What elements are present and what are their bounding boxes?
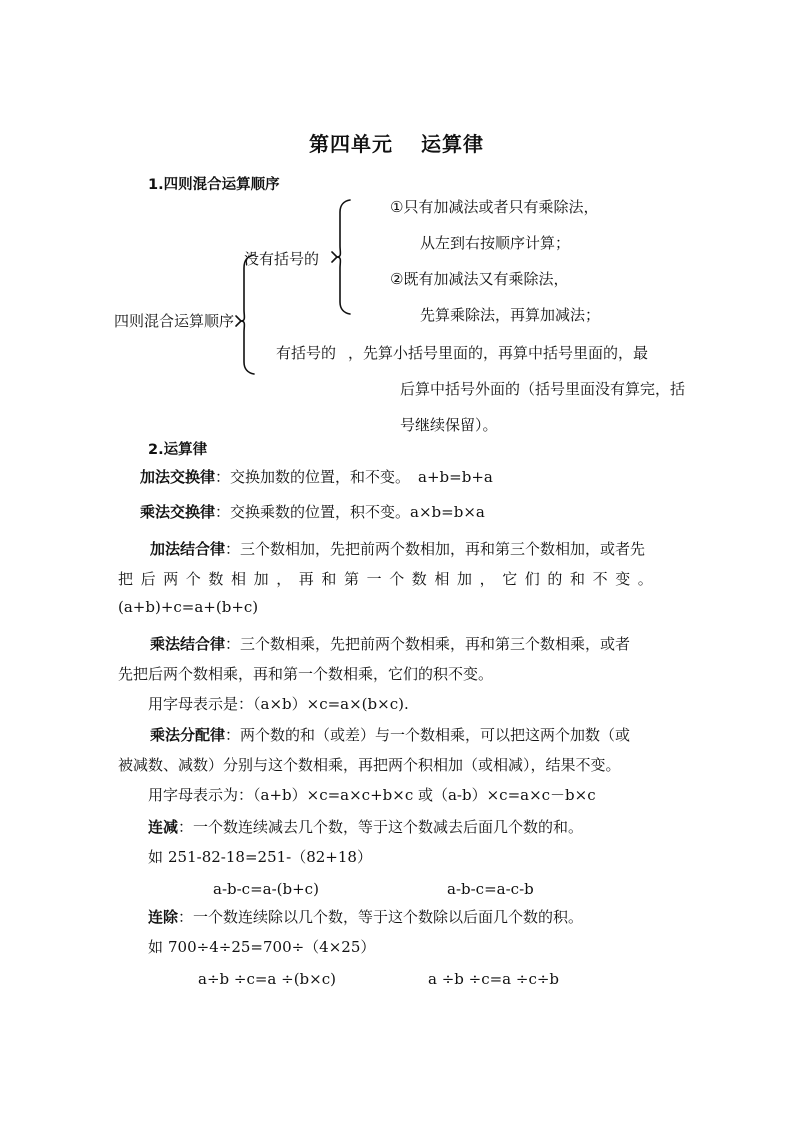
law-continuous-division-text: 一个数连续除以几个数，等于这个数除以后面几个数的积。 [193,908,584,926]
law-add-commutative-formula: a+b=b+a [418,468,493,486]
diagram-branch-no-bracket: 没有括号的 [244,250,320,268]
law-continuous-subtraction-example: 251-82-18=251-（82+18） [168,848,372,866]
law-continuous-subtraction-name: 连减 [148,818,179,836]
law-continuous-division-example-row [148,940,375,955]
law-continuous-subtraction-formula-right: a-b-c=a-c-b [447,880,534,898]
law-continuous-division-formula-left: a÷b ÷c=a ÷(b×c) [198,970,336,988]
law-continuous-subtraction-colon: ： [178,818,194,836]
law-continuous-subtraction-text: 一个数连续减去几个数，等于这个数减去后面几个数的和。 [193,818,584,836]
law-add-commutative-colon: ： [215,468,231,486]
diagram-bracket-line-2: 后算中括号外面的（括号里面没有算完，括 [400,380,686,398]
law-mul-associative-line-1 [150,637,630,652]
law-mul-distributive-line-2: 被减数、减数）分别与这个数相乘，再把两个积相加（或相减），结果不变。 [118,756,621,774]
law-continuous-subtraction [148,820,583,835]
law-add-associative-line-1 [150,542,645,557]
root-brace-lower-arm [241,321,254,374]
law-mul-associative-text-1: 三个数相乘，先把前两个数相乘，再和第三个数相乘，或者 [240,635,631,653]
law-add-associative-text-1: 三个数相加，先把前两个数相加，再和第三个数相加，或者先 [240,540,646,558]
law-mul-distributive-text-1: 两个数的和（或差）与一个数相乘，可以把这两个加数（或 [240,726,631,744]
diagram-item-1-line-2: 从左到右按顺序计算； [420,234,571,252]
law-mul-commutative-colon: ： [215,503,231,521]
law-mul-distributive-line-1 [150,728,630,743]
law-continuous-division [148,910,583,925]
law-mul-distributive-name: 乘法分配律 [150,726,226,744]
diagram-item-2-line-2: 先算乘除法，再算加减法； [420,306,601,324]
law-add-associative-name: 加法结合律 [150,540,226,558]
diagram-item-2-line-1: ②既有加减法又有乘除法， [390,270,569,288]
inner-brace-lower-arm [337,257,350,314]
law-mul-associative-colon: ： [225,635,241,653]
law-mul-associative-line-2: 先把后两个数相乘，再和第一个数相乘，它们的积不变。 [118,665,494,683]
law-continuous-division-example-lead: 如 [148,938,164,956]
law-continuous-division-name: 连除 [148,908,179,926]
inner-brace-upper-arm [337,200,350,257]
law-mul-commutative-text: 交换乘数的位置，积不变。 [230,503,411,521]
law-add-associative-formula: (a+b)+c=a+(b+c) [118,598,259,616]
law-continuous-subtraction-formula-left: a-b-c=a-(b+c) [213,880,319,898]
law-add-commutative-text: 交换加数的位置，和不变。 [230,468,411,486]
page-title-unit: 第四单元 [309,132,393,156]
diagram-item-1-line-1: ①只有加减法或者只有乘除法， [390,198,599,216]
law-continuous-division-formula-right: a ÷b ÷c=a ÷c÷b [428,970,560,988]
law-mul-distributive-formula: （a+b）×c=a×c+b×c 或（a-b）×c=a×c－b×c [253,786,596,804]
diagram-bracket-line-1: ，先算小括号里面的，再算中括号里面的，最 [348,344,649,362]
diagram-bracket-line-3: 号继续保留）。 [400,416,498,434]
law-add-commutative-name: 加法交换律 [140,468,216,486]
law-mul-associative-formula-lead: 用字母表示是： [148,695,254,713]
law-add-associative-colon: ： [225,540,241,558]
law-add-commutative [140,470,493,485]
law-mul-distributive-formula-row [148,788,596,803]
law-continuous-division-colon: ： [178,908,194,926]
law-mul-commutative [140,505,485,520]
law-add-associative-line-2: 把后两个数相加，再和第一个数相加，它们的和不变。 [118,570,661,588]
law-mul-associative-name: 乘法结合律 [150,635,226,653]
page-title [0,128,793,157]
law-continuous-subtraction-example-row [148,850,372,865]
law-mul-commutative-name: 乘法交换律 [140,503,216,521]
diagram-root-label: 四则混合运算顺序 [114,312,235,330]
brace-diagram [110,190,710,434]
law-continuous-division-example: 700÷4÷25=700÷（4×25） [168,938,376,956]
law-mul-distributive-formula-lead: 用字母表示为： [148,786,254,804]
law-mul-associative-formula-row [148,697,409,712]
section-2-heading: 2.运算律 [148,442,208,458]
diagram-branch-bracket: 有括号的 [276,344,337,362]
section-1-heading: 1.四则混合运算顺序 [148,177,280,193]
law-mul-associative-formula: （a×b）×c=a×(b×c). [253,695,409,713]
page-title-topic: 运算律 [421,132,484,156]
law-continuous-subtraction-example-lead: 如 [148,848,164,866]
law-mul-distributive-colon: ： [225,726,241,744]
law-mul-commutative-formula: a×b=b×a [410,503,485,521]
